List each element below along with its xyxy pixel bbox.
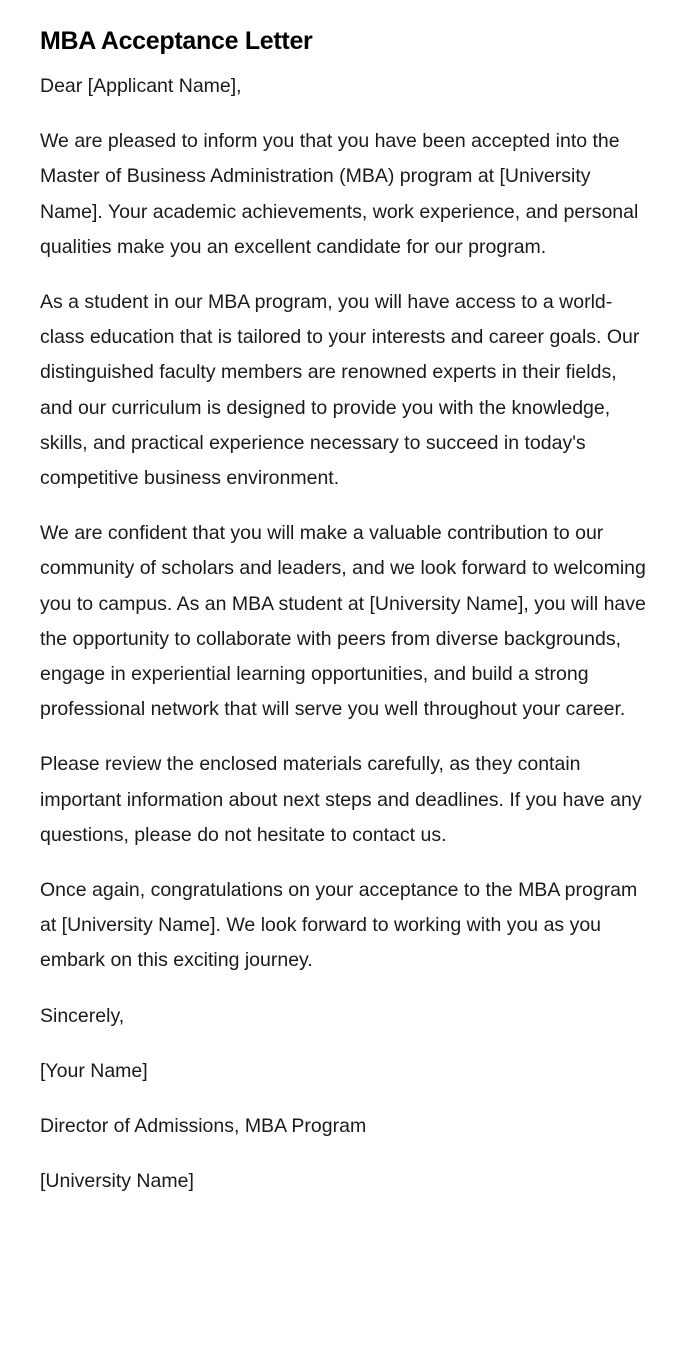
closing: Sincerely, <box>40 1004 125 1027</box>
salutation: Dear [Applicant Name], <box>40 75 242 97</box>
letter-title: MBA Acceptance Letter <box>40 27 313 55</box>
body-paragraph-4: Please review the enclosed materials carefully, as they contain important information about next steps and deadlines. If you have any questions, please do not hesitate to contact us. <box>40 753 642 846</box>
signature-org: [University Name] <box>40 1170 194 1193</box>
signature-name: [Your Name] <box>40 1059 148 1082</box>
body-paragraph-5: Once again, congratulations on your acceptance to the MBA program at [University Name]. We look forward to working with you as you embark on this exciting journey. <box>40 879 638 972</box>
body-paragraph-3: We are confident that you will make a valuable contribution to our community of scholars and leaders, and we look forward to welcoming you to campus. As an MBA student at [University Name], you will have the opportunity to collaborate with peers from diverse backgrounds, engage in experiential learning opportunities, and build a strong professional network that will serve you well throughout your career. <box>40 522 646 721</box>
body-paragraph-2: As a student in our MBA program, you will have access to a world-class education that is tailored to your interests and career goals. Our distinguished faculty members are renowned experts in their fields, and our curriculum is designed to provide you with the knowledge, skills, and practical experience necessary to succeed in today's competitive business environment. <box>40 291 640 490</box>
signature-title: Director of Admissions, MBA Program <box>40 1115 367 1138</box>
body-paragraph-1: We are pleased to inform you that you have been accepted into the Master of Business Administration (MBA) program at [University Name]. Your academic achievements, work experience, and personal qualities make you an excellent candidate for our program. <box>40 130 639 258</box>
